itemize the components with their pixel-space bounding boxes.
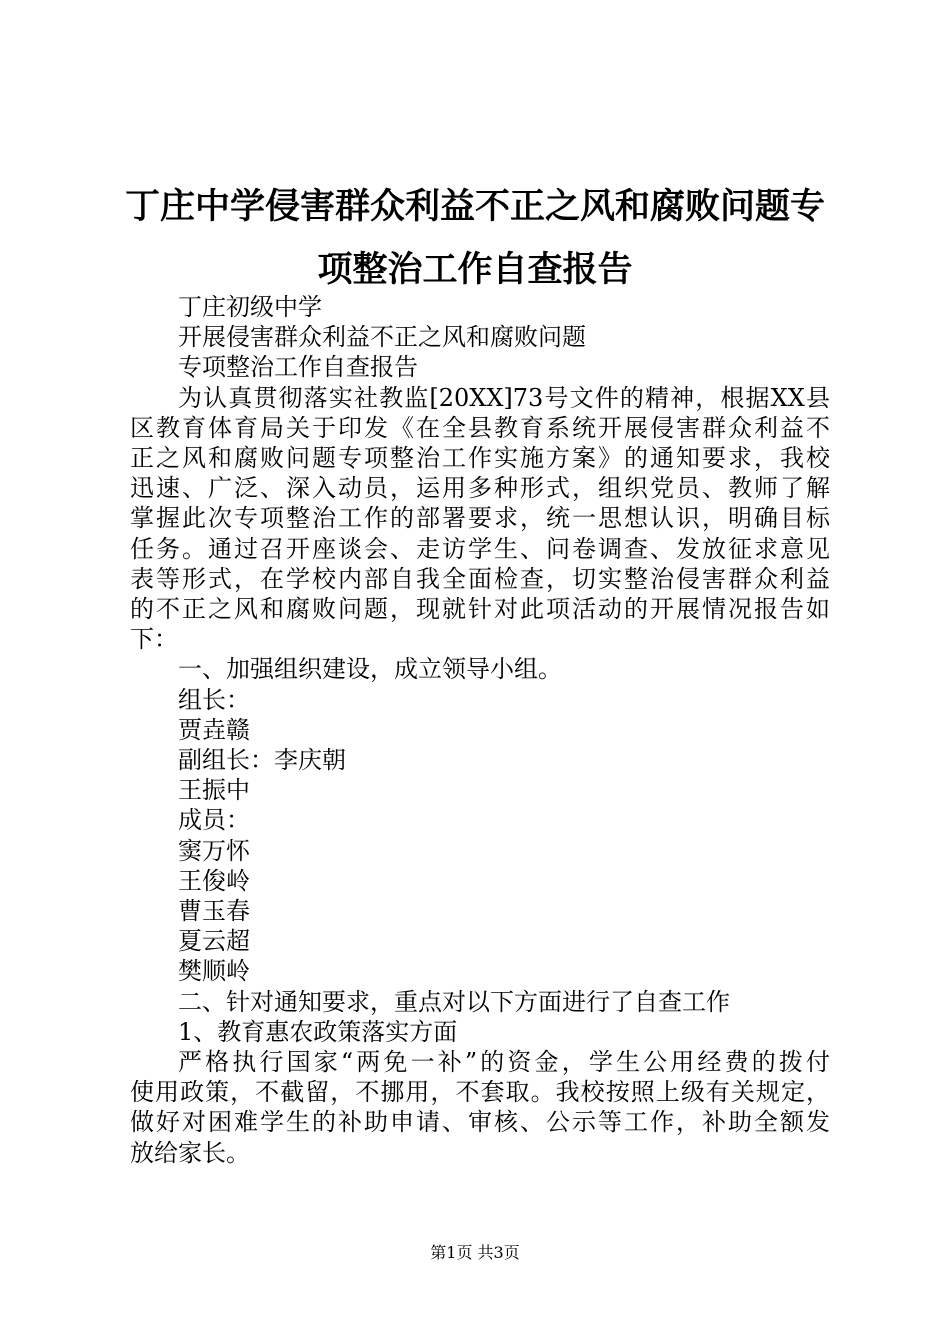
body-line: 表等形式，在学校内部自我全面检查，切实整治侵害群众利益 xyxy=(130,564,830,593)
body-line: 严格执行国家“两免一补”的资金，学生公用经费的拨付 xyxy=(178,1048,830,1077)
body-line: 夏云超 xyxy=(178,927,250,956)
body-line: 的不正之风和腐败问题，现就针对此项活动的开展情况报告如 xyxy=(130,595,830,624)
body-line: 放给家长。 xyxy=(130,1138,250,1167)
body-line: 王俊岭 xyxy=(178,866,250,895)
body-line: 副组长：李庆朝 xyxy=(178,746,346,775)
body-line: 开展侵害群众利益不正之风和腐败问题 xyxy=(178,323,586,352)
body-line: 做好对困难学生的补助申请、审核、公示等工作，补助全额发 xyxy=(130,1108,830,1137)
document-title-line-2: 项整治工作自查报告 xyxy=(317,249,633,290)
body-line: 使用政策，不截留，不挪用，不套取。我校按照上级有关规定， xyxy=(130,1078,830,1107)
body-line: 正之风和腐败问题专项整治工作实施方案》的通知要求，我校 xyxy=(130,444,830,473)
body-line: 曹玉春 xyxy=(178,897,250,926)
body-line: 成员： xyxy=(178,806,250,835)
body-line: 一、加强组织建设，成立领导小组。 xyxy=(178,655,562,684)
body-line: 组长： xyxy=(178,685,250,714)
body-line: 王振中 xyxy=(178,776,250,805)
body-line: 专项整治工作自查报告 xyxy=(178,353,418,382)
body-line: 贾垚赣 xyxy=(178,715,250,744)
body-line: 丁庄初级中学 xyxy=(178,293,322,321)
body-line: 樊顺岭 xyxy=(178,957,250,986)
document-body xyxy=(130,292,830,1168)
body-line: 1、教育惠农政策落实方面 xyxy=(178,1017,458,1046)
body-line: 区教育体育局关于印发《在全县教育系统开展侵害群众利益不 xyxy=(130,413,830,442)
body-line: 下： xyxy=(130,625,178,654)
body-line: 二、针对通知要求，重点对以下方面进行了自查工作 xyxy=(178,987,730,1016)
body-line: 为认真贯彻落实社教监[20XX]73号文件的精神，根据XX县 xyxy=(178,383,830,412)
document-title-line-1: 丁庄中学侵害群众利益不正之风和腐败问题专 xyxy=(124,186,825,227)
page-footer: 第1页 共3页 xyxy=(430,1243,520,1262)
body-line: 任务。通过召开座谈会、走访学生、问卷调查、发放征求意见 xyxy=(130,534,830,563)
body-line: 迅速、广泛、深入动员，运用多种形式，组织党员、教师了解 xyxy=(130,474,830,503)
body-line: 窦万怀 xyxy=(178,836,250,865)
body-line: 掌握此次专项整治工作的部署要求，统一思想认识，明确目标 xyxy=(130,504,830,533)
